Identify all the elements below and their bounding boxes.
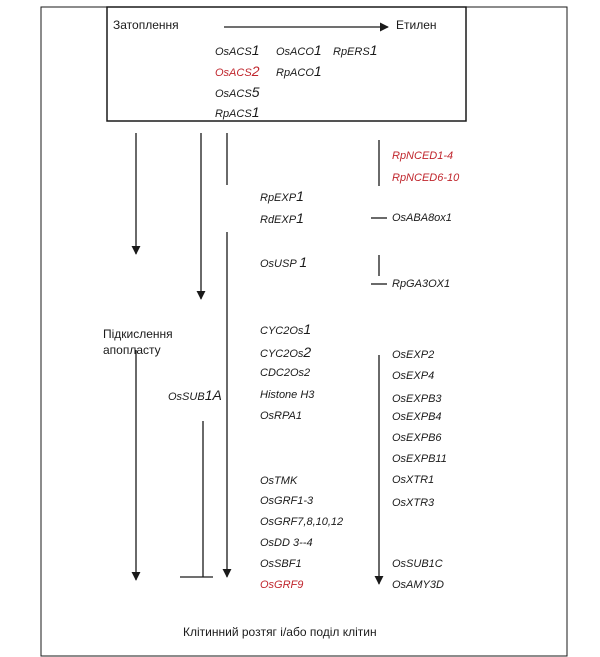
gene-ossub1a: OsSUB1A [168,387,222,403]
acidification-label-1: Підкислення [103,327,173,341]
gene-osusp1: OsUSP 1 [260,254,308,270]
acidification-label-2: апопласту [103,343,161,357]
ethylene-label: Етилен [396,18,437,32]
gene-osgrf7-8-10-12: OsGRF7,8,10,12 [260,516,344,528]
gene-rpexp1: RpEXP1 [260,188,304,204]
gene-histone-h3: Histone H3 [260,389,315,401]
gene-rpacs1: RpACS1 [215,104,260,120]
gene-osexp4: OsEXP4 [392,370,435,382]
gene-cyc2os2: CYC2Os2 [260,344,312,360]
gene-ossbf1: OsSBF1 [260,558,302,570]
gene-osacs2: OsACS2 [215,63,260,79]
gene-osaco1: OsACO1 [276,42,322,58]
gene-osamy3d: OsAMY3D [392,579,444,591]
gene-osaba8ox1: OsABA8ox1 [392,212,452,224]
flooding-label: Затоплення [113,18,179,32]
gene-osgrf9: OsGRF9 [260,579,304,591]
gene-osexp2: OsEXP2 [392,349,435,361]
gene-rdexp1: RdEXP1 [260,210,304,226]
gene-osrpa1: OsRPA1 [260,410,302,422]
gene-rpga3ox1: RpGA3OX1 [392,278,451,290]
gene-cdc2os2: CDC2Os2 [260,367,311,379]
gene-osxtr3: OsXTR3 [392,497,435,509]
gene-osexpb4: OsEXPB4 [392,411,442,423]
gene-osxtr1: OsXTR1 [392,474,435,486]
gene-rpnced1-4: RpNCED1-4 [392,150,454,162]
gene-ostmk: OsTMK [260,475,298,487]
gene-osexpb3: OsEXPB3 [392,393,442,405]
gene-rpnced6-10: RpNCED6-10 [392,172,460,184]
gene-rpers1: RpERS1 [333,42,378,58]
gene-osexpb6: OsEXPB6 [392,432,442,444]
gene-osacs5: OsACS5 [215,84,260,100]
gene-osgrf1-3: OsGRF1-3 [260,495,314,507]
footer-label: Клітинний розтяг і/або поділ клітин [183,625,377,639]
gene-rpaco1: RpACO1 [276,63,322,79]
gene-ossub1c: OsSUB1C [392,558,443,570]
gene-osacs1: OsACS1 [215,42,260,58]
gene-osdd: OsDD 3--4 [260,537,313,549]
gene-cyc2os1: CYC2Os1 [260,321,312,337]
gene-osexpb11: OsEXPB11 [392,453,447,465]
